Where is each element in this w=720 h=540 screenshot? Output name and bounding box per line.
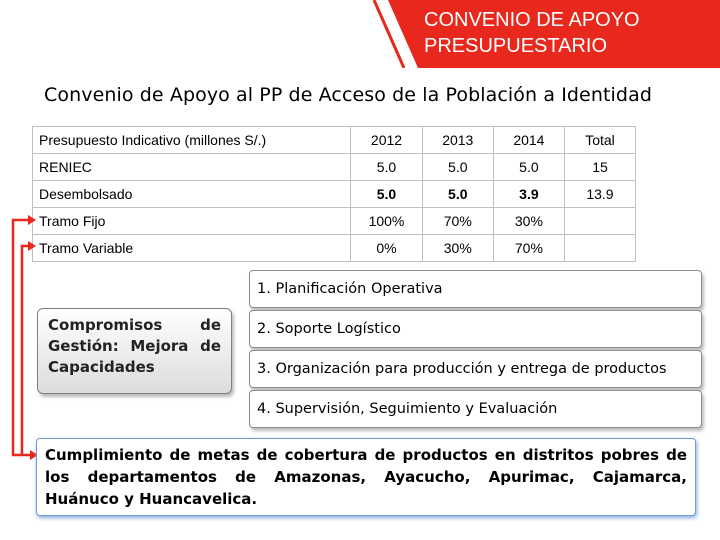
cell-value: 30% xyxy=(493,208,564,235)
cell-value: 5.0 xyxy=(493,154,564,181)
row-label-tramo-variable: Tramo Variable xyxy=(33,235,351,262)
cell-value: 100% xyxy=(351,208,422,235)
year-2012: 2012 xyxy=(351,127,422,154)
step-planning: 1. Planificación Operativa xyxy=(249,270,702,308)
cell-total: 13.9 xyxy=(564,181,635,208)
year-2013: 2013 xyxy=(422,127,493,154)
result-box: Cumplimiento de metas de cobertura de productos en distritos pobres de los departamentos de Amazonas, Ayacucho, Apurimac, Cajamarca, Huánuco y Huancavelica. xyxy=(36,438,696,516)
step-supervision: 4. Supervisión, Seguimiento y Evaluación xyxy=(249,390,702,428)
cell-value: 5.0 xyxy=(422,181,493,208)
step-organization: 3. Organización para producción y entrega de productos xyxy=(249,350,702,388)
cell-value: 70% xyxy=(422,208,493,235)
step-logistics: 2. Soporte Logístico xyxy=(249,310,702,348)
year-2014: 2014 xyxy=(493,127,564,154)
page-title: Convenio de Apoyo al PP de Acceso de la Población a Identidad xyxy=(44,84,652,106)
cell-total: 15 xyxy=(564,154,635,181)
banner-title-line2: PRESUPUESTARIO xyxy=(424,35,607,57)
cell-value: 30% xyxy=(422,235,493,262)
cell-value: 5.0 xyxy=(351,154,422,181)
header-label: Presupuesto Indicativo (millones S/.) xyxy=(33,127,351,154)
cell-value: 5.0 xyxy=(422,154,493,181)
cell-value: 0% xyxy=(351,235,422,262)
cell-value: 3.9 xyxy=(493,181,564,208)
row-label-tramo-fijo: Tramo Fijo xyxy=(33,208,351,235)
row-label-desembolsado: Desembolsado xyxy=(33,181,351,208)
commitments-box: Compromisos de Gestión: Mejora de Capacidades xyxy=(37,308,232,394)
row-label-reniec: RENIEC xyxy=(33,154,351,181)
banner-title-line1: CONVENIO DE APOYO xyxy=(424,9,640,31)
cell-value: 70% xyxy=(493,235,564,262)
total-header: Total xyxy=(564,127,635,154)
cell-value: 5.0 xyxy=(351,181,422,208)
